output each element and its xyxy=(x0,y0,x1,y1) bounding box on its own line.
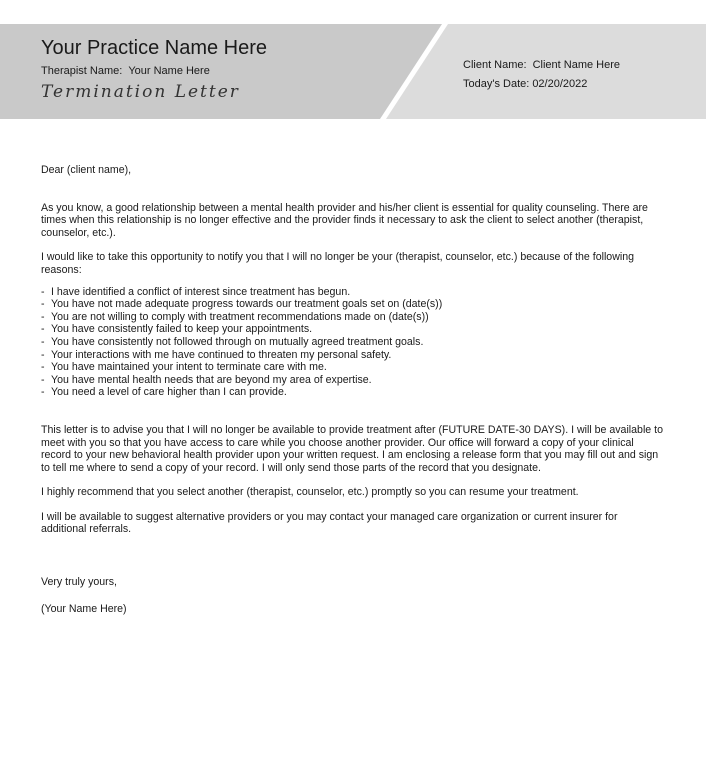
date-value: 02/20/2022 xyxy=(532,78,588,90)
reason-text: You have mental health needs that are beyond my area of expertise. xyxy=(51,373,372,386)
date-label: Today's Date: xyxy=(463,78,530,90)
intro-paragraph: As you know, a good relationship between a mental health provider and his/her client is essential for quality counseling. There are times when this relationship is no longer effective and the provider finds it necessary to ask the client to select another (therapist, counselor, etc.). xyxy=(41,201,648,239)
salutation: Dear (client name), xyxy=(41,164,132,176)
list-item xyxy=(41,298,663,311)
therapist-line xyxy=(41,65,210,77)
header-band xyxy=(0,24,706,119)
bullet-dash: - xyxy=(41,285,45,298)
bullet-dash: - xyxy=(41,298,45,311)
bullet-dash: - xyxy=(41,373,45,386)
client-name: Client Name Here xyxy=(532,59,620,71)
client-line xyxy=(463,59,620,71)
recommend-paragraph: I highly recommend that you select another (therapist, counselor, etc.) promptly so you can resume your treatment. xyxy=(41,486,579,499)
reason-text: You are not willing to comply with treatment recommendations made on (date(s)) xyxy=(51,310,429,323)
list-item xyxy=(41,386,663,399)
reason-text: You have consistently not followed through on mutually agreed treatment goals. xyxy=(51,335,424,348)
bullet-dash: - xyxy=(41,348,45,361)
reasons-list xyxy=(41,286,663,399)
bullet-dash: - xyxy=(41,323,45,336)
reason-text: You need a level of care higher than I can provide. xyxy=(51,386,287,399)
list-item xyxy=(41,286,663,299)
bullet-dash: - xyxy=(41,361,45,374)
bullet-dash: - xyxy=(41,386,45,399)
header-band-right xyxy=(386,24,706,119)
bullet-dash: - xyxy=(41,335,45,348)
notify-paragraph: I would like to take this opportunity to notify you that I will no longer be your (therapist, counselor, etc.) because of the following reasons: xyxy=(41,251,634,276)
referral-paragraph: I will be available to suggest alternative providers or you may contact your managed care organization or current insurer for additional referrals. xyxy=(41,510,618,536)
list-item xyxy=(41,323,663,336)
list-item xyxy=(41,374,663,387)
reason-text: Your interactions with me have continued to threaten my personal safety. xyxy=(51,348,392,361)
reason-text: I have identified a conflict of interest since treatment has begun. xyxy=(51,285,351,298)
therapist-label: Therapist Name: xyxy=(41,65,123,77)
document-title: Termination Letter xyxy=(41,82,240,102)
bullet-dash: - xyxy=(41,310,45,323)
reason-text: You have maintained your intent to terminate care with me. xyxy=(51,361,327,374)
list-item xyxy=(41,349,663,362)
signature: (Your Name Here) xyxy=(41,602,127,615)
closing: Very truly yours, xyxy=(41,576,117,589)
reason-text: You have consistently failed to keep your appointments. xyxy=(51,323,313,336)
advise-paragraph: This letter is to advise you that I will no longer be available to provide treatment after (FUTURE DATE-30 DAYS). I will be available to meet with you so that you have access to care while you choose another provider. Our office will forward a copy of your clinical record to your new behavioral health provider upon your written request. I am enclosing a release form that you may fill out and sign to tell me where to send a copy of your record. I will only send those parts of the record that you designate. xyxy=(41,423,663,474)
therapist-name: Your Name Here xyxy=(128,65,210,77)
letter-body xyxy=(41,164,663,615)
list-item xyxy=(41,361,663,374)
practice-name: Your Practice Name Here xyxy=(41,37,268,59)
client-label: Client Name: xyxy=(463,59,527,71)
date-line xyxy=(463,78,587,90)
list-item xyxy=(41,311,663,324)
list-item xyxy=(41,336,663,349)
reason-text: You have not made adequate progress towards our treatment goals set on (date(s)) xyxy=(51,298,443,311)
